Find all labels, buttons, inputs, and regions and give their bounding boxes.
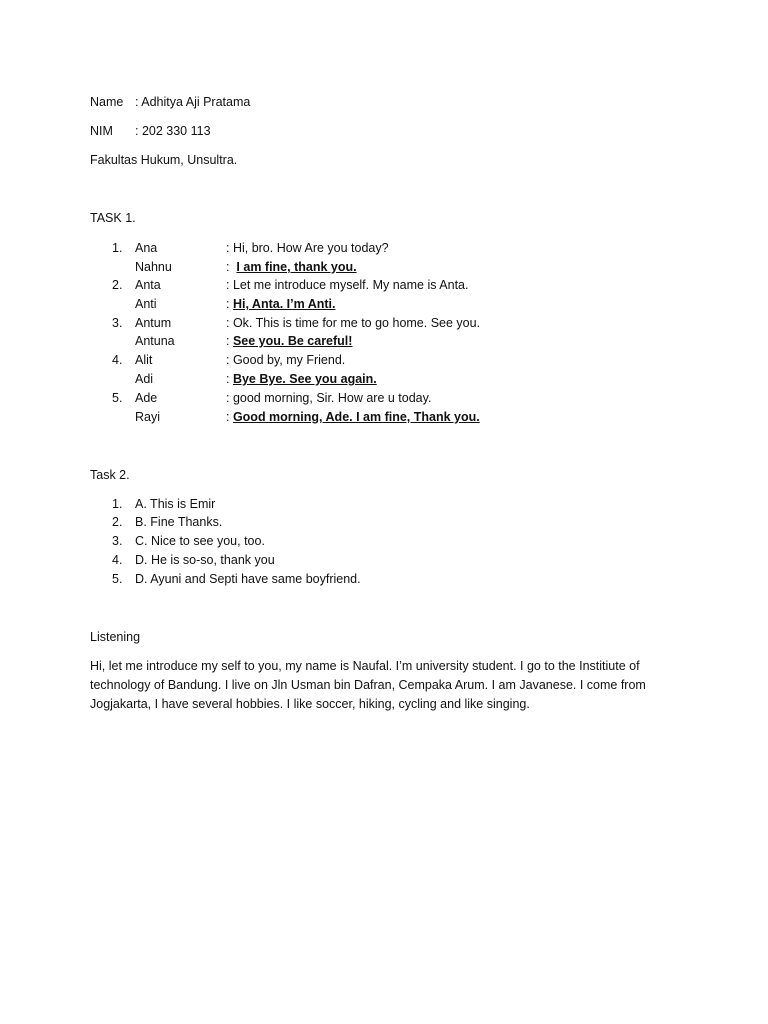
listening-title: Listening bbox=[90, 630, 141, 644]
task1-item-number: 3. bbox=[112, 316, 123, 330]
task1-answer: Hi, Anta. I’m Anti. bbox=[232, 297, 336, 311]
task1-answer: See you. Be careful! bbox=[232, 334, 353, 348]
task1-answer-line bbox=[226, 373, 377, 386]
task1-speaker-a: Alit bbox=[135, 353, 153, 367]
task1-item-number: 1. bbox=[112, 241, 123, 255]
task1-line-a: : Let me introduce myself. My name is Anta. bbox=[226, 278, 469, 292]
nim-value: : 202 330 113 bbox=[135, 124, 211, 138]
nim-label: NIM bbox=[90, 124, 113, 138]
task1-line-a: : Hi, bro. How Are you today? bbox=[226, 241, 389, 255]
task1-answer-line bbox=[226, 335, 352, 348]
task2-title: Task 2. bbox=[90, 468, 130, 482]
task1-colon: : bbox=[226, 372, 233, 386]
name-label: Name bbox=[90, 95, 124, 109]
task1-speaker-b: Adi bbox=[135, 372, 154, 386]
task2-item-text: D. He is so-so, thank you bbox=[135, 553, 275, 567]
task2-item-text: D. Ayuni and Septi have same boyfriend. bbox=[135, 572, 361, 586]
task1-speaker-b: Rayi bbox=[135, 410, 161, 424]
task1-speaker-b: Anti bbox=[135, 297, 157, 311]
task1-title: TASK 1. bbox=[90, 211, 136, 225]
task1-answer-line bbox=[226, 261, 357, 274]
task2-item-number: 4. bbox=[112, 553, 123, 567]
task1-colon: : bbox=[226, 297, 233, 311]
task2-item-text: A. This is Emir bbox=[135, 497, 216, 511]
task2-item-number: 5. bbox=[112, 572, 123, 586]
task1-colon: : bbox=[226, 260, 237, 274]
task1-line-a: : Ok. This is time for me to go home. See you. bbox=[226, 316, 481, 330]
task1-speaker-b: Antuna bbox=[135, 334, 175, 348]
task1-speaker-a: Ade bbox=[135, 391, 158, 405]
task1-answer: I am fine, thank you. bbox=[236, 260, 357, 274]
task1-speaker-b: Nahnu bbox=[135, 260, 172, 274]
task2-item-text: B. Fine Thanks. bbox=[135, 515, 223, 529]
task2-item-number: 3. bbox=[112, 534, 123, 548]
task1-line-a: : Good by, my Friend. bbox=[226, 353, 346, 367]
task1-item-number: 5. bbox=[112, 391, 123, 405]
task2-item-number: 2. bbox=[112, 515, 123, 529]
task2-item-number: 1. bbox=[112, 497, 123, 511]
task1-item-number: 2. bbox=[112, 278, 123, 292]
task1-line-a: : good morning, Sir. How are u today. bbox=[226, 391, 432, 405]
faculty-text: Fakultas Hukum, Unsultra. bbox=[90, 153, 238, 167]
task2-item-text: C. Nice to see you, too. bbox=[135, 534, 265, 548]
task1-colon: : bbox=[226, 410, 233, 424]
task1-speaker-a: Ana bbox=[135, 241, 158, 255]
task1-answer: Good morning, Ade. I am fine, Thank you. bbox=[232, 410, 480, 424]
task1-speaker-a: Anta bbox=[135, 278, 161, 292]
task1-speaker-a: Antum bbox=[135, 316, 172, 330]
task1-answer-line bbox=[226, 298, 336, 311]
task1-item-number: 4. bbox=[112, 353, 123, 367]
task1-colon: : bbox=[226, 334, 233, 348]
name-value: : Adhitya Aji Pratama bbox=[135, 95, 251, 109]
task1-answer: Bye Bye. See you again. bbox=[232, 372, 377, 386]
listening-paragraph: Hi, let me introduce my self to you, my name is Naufal. I’m university student. I go to the Institiute of technology of Bandung. I live on Jln Usman bin Dafran, Cempaka Arum. I am Javanese. I come from Jogjakarta, I have several hobbies. I like soccer, hiking, cycling and like singing. bbox=[90, 659, 646, 711]
task1-answer-line bbox=[226, 411, 480, 424]
